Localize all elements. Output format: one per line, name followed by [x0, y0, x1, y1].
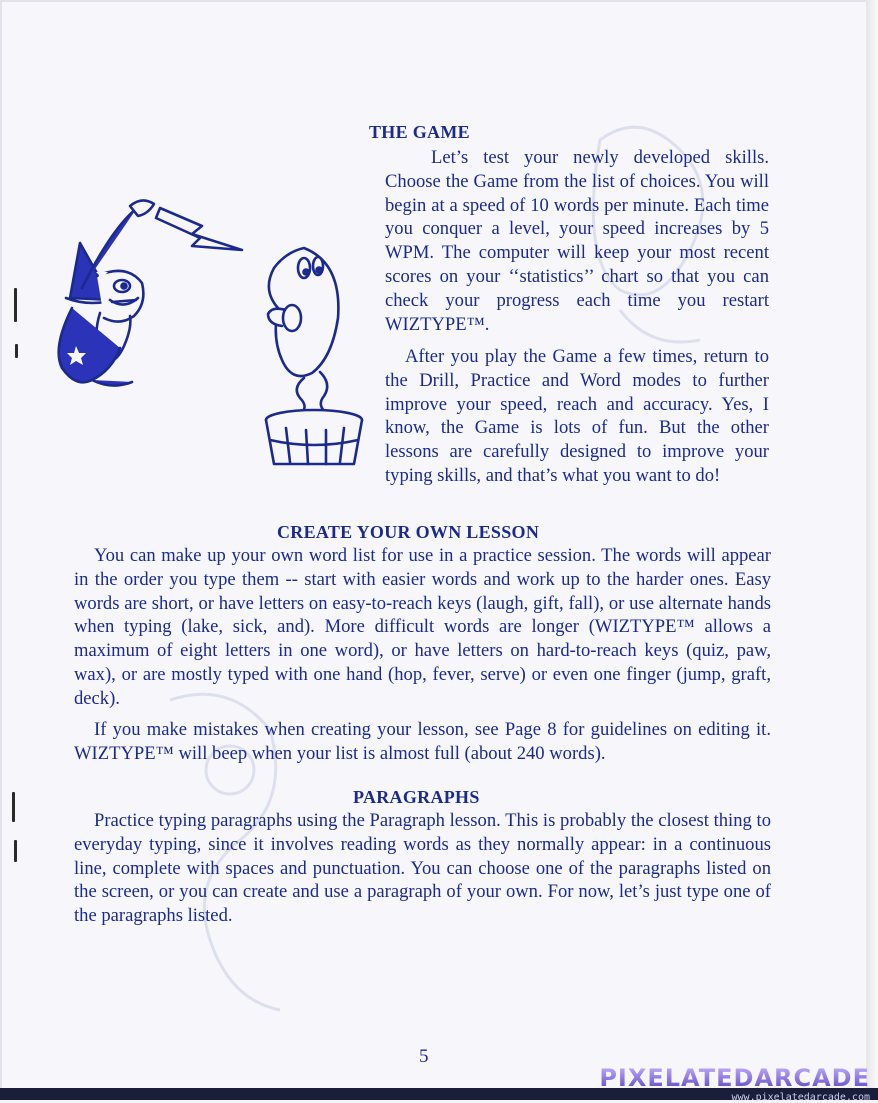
game-paragraph-1: Let’s test your newly developed skills. Choose the Game from the list of choices. You will begin at a speed of 10 words per minute. Each time you conquer a level, your speed increases by 5 WPM. The computer will keep your most recent scores on your ‘‘statistics’’ chart so that you can check your progress each time you restart WIZTYPE™. — [385, 147, 769, 335]
staple-mark — [12, 792, 15, 822]
watermark-url: www.pixelatedarcade.com — [731, 1092, 870, 1103]
section-heading-paragraphs: PARAGRAPHS — [353, 787, 480, 807]
watermark-title: PIXELATEDARCADE — [599, 1064, 870, 1092]
staple-mark — [15, 344, 18, 358]
staple-mark — [14, 840, 17, 862]
staple-mark — [14, 288, 17, 322]
section-heading-lesson: CREATE YOUR OWN LESSON — [277, 522, 540, 542]
watermark — [599, 1064, 870, 1103]
page-edge — [866, 0, 878, 1100]
paragraphs-paragraph-1: Practice typing paragraphs using the Paragraph lesson. This is probably the closest thing to everyday typing, since it involves reading words as they normally appear: in a continuous line, complete with spaces and punctuation. You can choose one of the paragraphs listed on the screen, or you can create and use a paragraph of your own. For now, let’s just type one of the paragraphs listed. — [74, 810, 771, 927]
page-number: 5 — [419, 1046, 429, 1067]
section-heading-game: THE GAME — [369, 122, 470, 142]
game-paragraph-2: After you play the Game a few times, return to the Drill, Practice and Word modes to further improve your speed, reach and accuracy. Yes, I know, the Game is lots of fun. But the other lessons are carefully designed to improve your typing skills, and that’s what you want to do! — [385, 346, 769, 486]
wizard-zapping-genie-icon — [42, 168, 367, 468]
lesson-paragraph-2: If you make mistakes when creating your lesson, see Page 8 for guidelines on editing it. WIZTYPE™ will beep when your list is almost full (about 240 words). — [74, 719, 771, 764]
lesson-paragraph-1: You can make up your own word list for use in a practice session. The words will appear in the order you type them -- start with easier words and work up to the harder ones. Easy words are short, or have letters on easy-to-reach keys (laugh, gift, fall), or use alternate hands when typing (lake, sick, and). More difficult words are longer (WIZTYPE™ allows a maximum of eight letters in one word), or have letters on hard-to-reach keys (quiz, paw, wax), or are mostly typed with one hand (hop, fever, serve) or even one finger (jump, graft, deck). — [74, 545, 771, 709]
